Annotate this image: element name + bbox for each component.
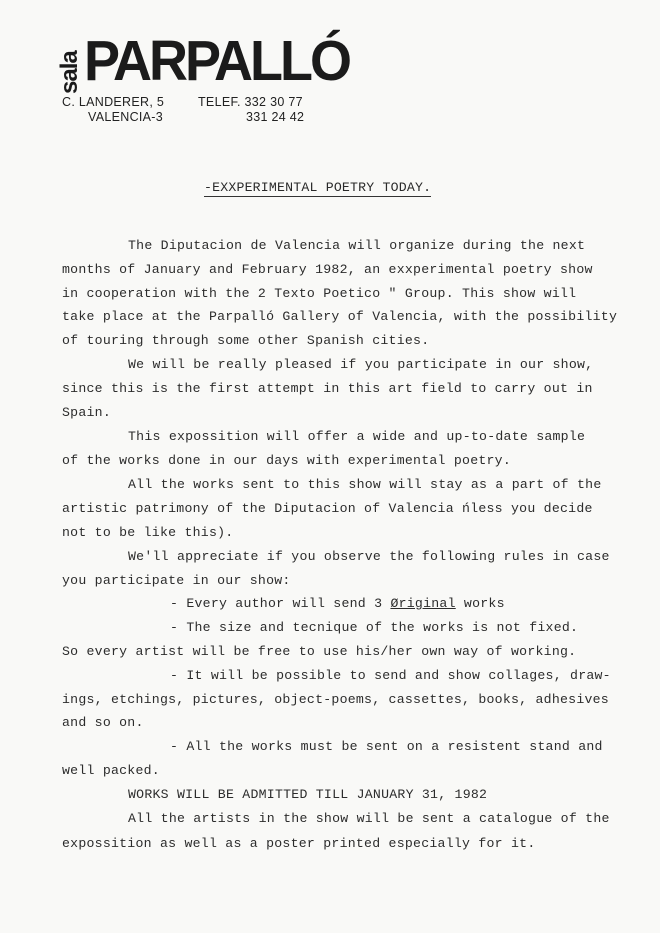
rule-item-2: - The size and tecnique of the works is not fixed. — [170, 620, 579, 635]
body-line: All the works sent to this show will stay as a part of the — [128, 477, 602, 492]
phone-line-1: TELEF. 332 30 77 — [198, 95, 303, 109]
body-line: of touring through some other Spanish cities. — [62, 333, 430, 348]
document-title: -EXXPERIMENTAL POETRY TODAY. — [204, 180, 432, 195]
body-line: Spain. — [62, 405, 111, 420]
body-line: of the works done in our days with experimental poetry. — [62, 453, 512, 468]
address-line-2: VALENCIA-3 — [88, 110, 164, 124]
body-line: The Diputacion de Valencia will organize during the next — [128, 238, 586, 253]
body-line: ings, etchings, pictures, object-poems, cassettes, books, adhesives — [62, 692, 609, 707]
body-line: months of January and February 1982, an exxperimental poetry show — [62, 262, 593, 277]
body-line: take place at the Parpalló Gallery of Valencia, with the possibility — [62, 309, 618, 324]
gallery-logo — [56, 29, 349, 96]
body-line: in cooperation with the 2 Texto Poetico " Group. This show will — [62, 286, 577, 301]
body-line: not to be like this). — [62, 525, 234, 540]
deadline-line: WORKS WILL BE ADMITTED TILL JANUARY 31, 1982 — [128, 787, 488, 802]
body-line: well packed. — [62, 763, 160, 778]
body-line: This expossition will offer a wide and up-to-date sample — [128, 429, 586, 444]
body-line: since this is the first attempt in this art field to carry out in — [62, 381, 593, 396]
address-line-1: C. LANDERER, 5 — [62, 95, 165, 109]
body-line: We'll appreciate if you observe the following rules in case — [128, 549, 610, 564]
logo-sala-text: sala — [56, 51, 83, 94]
rule-1-underlined: Øriginal — [390, 596, 456, 611]
rule-1-prefix: - Every author will send 3 — [170, 596, 391, 611]
rule-item-3: - It will be possible to send and show collages, draw- — [170, 668, 611, 683]
body-line: expossition as well as a poster printed especially for it. — [62, 836, 536, 851]
rule-1-suffix: works — [455, 596, 505, 611]
body-line: All the artists in the show will be sent a catalogue of the — [128, 811, 610, 826]
body-line: you participate in our show: — [62, 573, 291, 588]
logo-name-text: PARPALLÓ — [84, 29, 349, 93]
body-line: and so on. — [62, 715, 144, 730]
body-line: artistic patrimony of the Diputacion of Valencia ńless you decide — [62, 501, 593, 516]
rule-item-4: - All the works must be sent on a resistent stand and — [170, 739, 603, 754]
phone-line-2: 331 24 42 — [246, 110, 305, 124]
rule-item-1 — [170, 596, 505, 611]
body-line: So every artist will be free to use his/her own way of working. — [62, 644, 577, 659]
body-line: We will be really pleased if you participate in our show, — [128, 357, 594, 372]
